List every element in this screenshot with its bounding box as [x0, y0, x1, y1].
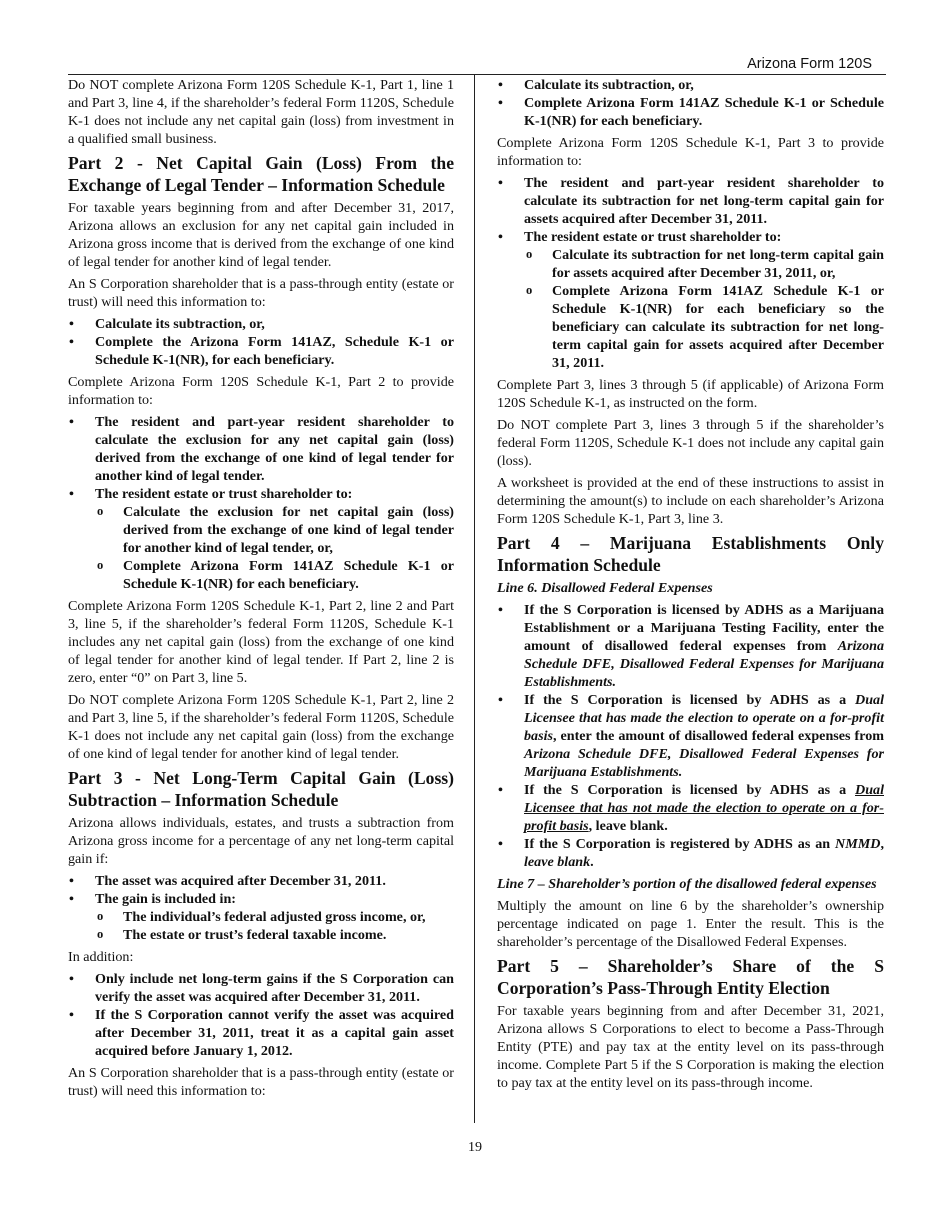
paragraph: Do NOT complete Arizona Form 120S Schedule K-1, Part 2, line 2 and Part 3, line 5, if the shareholder’s federal Form 1120S, Schedule K-1 does not include any net capital gain (loss) from the exchange of one kind of legal tender for another kind of legal tender.: [68, 692, 454, 762]
list-item: [68, 485, 454, 593]
list-item-text: The resident estate or trust shareholder to:: [95, 486, 353, 502]
sub-list-item: o Complete Arizona Form 141AZ Schedule K-1 or Schedule K-1(NR) for each beneficiary.: [95, 557, 454, 593]
paragraph: A worksheet is provided at the end of these instructions to assist in determining the amount(s) to include on each shareholder’s Arizona Form 120S Schedule K-1, Part 3, line 3.: [497, 475, 884, 527]
leave-blank-text: leave blank: [524, 854, 591, 870]
paragraph: In addition:: [68, 949, 134, 965]
sub-list: [95, 908, 454, 944]
leave-blank-text: , leave blank: [588, 818, 665, 834]
page-header: [68, 56, 886, 75]
paragraph: Complete Arizona Form 120S Schedule K-1, Part 3 to provide information to:: [497, 135, 884, 169]
list-item: • Complete Arizona Form 141AZ Schedule K-1 or Schedule K-1(NR) for each beneficiary.: [497, 94, 884, 130]
sub-list-item: o The individual’s federal adjusted gross income, or,: [95, 908, 454, 926]
bullet-list: [68, 315, 454, 369]
list-item: • If the S Corporation cannot verify the asset was acquired after December 31, 2011, treat it as a capital gain asset acquired before January 1, 2012.: [68, 1006, 454, 1060]
column-divider: [474, 75, 475, 1123]
paragraph: Complete Arizona Form 120S Schedule K-1, Part 2, line 2 and Part 3, line 5, if the shareholder’s federal Form 1120S, Schedule K-1 includes any net capital gain (loss) from the exchange of one kind of legal tender for another kind of legal tender. If Part 2, line 2 is zero, enter “0” on Part 3, line 5.: [68, 598, 454, 686]
heading-part-4: Part 4 – Marijuana Establishments Only Information Schedule: [497, 533, 884, 575]
list-item: [497, 781, 884, 835]
bullet-list: [497, 76, 884, 130]
sub-list-item: o Complete Arizona Form 141AZ Schedule K-1 or Schedule K-1(NR) for each beneficiary so the beneficiary can calculate its subtraction for net long-term capital gain for assets acquired after December 31, 2011.: [524, 282, 884, 372]
list-item: • The resident and part-year resident shareholder to calculate the exclusion for any net capital gain (loss) derived from the exchange of one kind of legal tender for another kind of legal tender.: [68, 413, 454, 485]
paragraph: Arizona allows individuals, estates, and trusts a subtraction from Arizona gross income for a percentage of any net long-term capital gain if:: [68, 815, 454, 867]
paragraph: Complete Part 3, lines 3 through 5 (if applicable) of Arizona Form 120S Schedule K-1, as instructed on the form.: [497, 377, 884, 411]
sub-list-item: o Calculate the exclusion for net capital gain (loss) derived from the exchange of one kind of legal tender for another kind of legal tender, or,: [95, 503, 454, 557]
bullet-list: [68, 970, 454, 1060]
list-item: • Calculate its subtraction, or,: [68, 315, 454, 333]
bullet-list: [68, 872, 454, 944]
heading-part-3: Part 3 - Net Long-Term Capital Gain (Loss) Subtraction – Information Schedule: [68, 768, 454, 810]
list-item: [497, 691, 884, 781]
paragraph: For taxable years beginning from and after December 31, 2021, Arizona allows S Corporations to elect to become a Pass-Through Entity (PTE) and pay tax at the entity level on its pass-through income. Complete Part 5 if the S Corporation is making the election to pay tax at the entity level on its pass-through income.: [497, 1003, 884, 1091]
list-item-text: The gain is included in:: [95, 891, 236, 907]
paragraph: Complete Arizona Form 120S Schedule K-1, Part 2 to provide information to:: [68, 374, 454, 408]
paragraph: An S Corporation shareholder that is a pass-through entity (estate or trust) will need this information to:: [68, 1065, 454, 1099]
text-run: .: [664, 818, 668, 834]
dual-licensee-for-profit: Dual Licensee that has made the election to operate on a for-profit basis: [524, 692, 884, 744]
paragraph: For taxable years beginning from and after December 31, 2017, Arizona allows an exclusion for any net capital gain included in Arizona gross income that is derived from the exchange of one kind of legal tender for another kind of legal tender.: [68, 200, 454, 270]
list-item: • Only include net long-term gains if the S Corporation can verify the asset was acquired after December 31, 2011.: [68, 970, 454, 1006]
text-run: .: [590, 854, 594, 870]
list-item: [497, 835, 884, 871]
list-item: • The asset was acquired after December 31, 2011.: [68, 872, 454, 890]
dual-licensee-not-for-profit: Dual Licensee that has not made the election to operate on a for-profit basis: [524, 782, 884, 834]
sub-list: [524, 246, 884, 372]
schedule-dfe-reference: Arizona Schedule DFE, Disallowed Federal Expenses for Marijuana Establishments.: [524, 746, 884, 780]
bullet-list: [497, 174, 884, 372]
list-item: [497, 601, 884, 691]
form-title: Arizona Form 120S: [747, 56, 872, 72]
paragraph: Do NOT complete Part 3, lines 3 through 5 if the shareholder’s federal Form 1120S, Schedule K-1 does not include any capital gain (loss).: [497, 417, 884, 469]
bullet-list: [497, 601, 884, 871]
list-item-text: The resident estate or trust shareholder to:: [524, 229, 782, 245]
paragraph: An S Corporation shareholder that is a pass-through entity (estate or trust) will need this information to:: [68, 276, 454, 310]
bullet-list: [68, 413, 454, 593]
text-run: If the S Corporation is licensed by ADHS as a: [524, 692, 856, 708]
text-run: , enter the amount of disallowed federal expenses from: [552, 728, 884, 744]
sub-list-item: o Calculate its subtraction for net long-term capital gain for assets acquired after December 31, 2011, or,: [524, 246, 884, 282]
list-item: • Complete the Arizona Form 141AZ, Schedule K-1 or Schedule K-1(NR), for each beneficiary.: [68, 333, 454, 369]
text-run: ,: [880, 836, 884, 852]
schedule-dfe-reference: Arizona Schedule DFE, Disallowed Federal Expenses for Marijuana Establishments.: [524, 638, 884, 690]
right-column: [497, 76, 884, 1096]
list-item: [68, 890, 454, 944]
paragraph: Multiply the amount on line 6 by the shareholder’s ownership percentage indicated on page 1. Enter the result. This is the shareholder’s percentage of the Disallowed Federal Expenses.: [497, 898, 884, 950]
heading-part-2: Part 2 - Net Capital Gain (Loss) From the Exchange of Legal Tender – Information Schedule: [68, 153, 454, 195]
sub-list-item: o The estate or trust’s federal taxable income.: [95, 926, 454, 944]
list-item: • The resident and part-year resident shareholder to calculate its subtraction for net long-term capital gain for assets acquired after December 31, 2011.: [497, 174, 884, 228]
left-column: [68, 76, 454, 1104]
text-run: If the S Corporation is licensed by ADHS as a Marijuana Establishment or a Marijuana Testing Facility, enter the amount of disallowed federal expenses from: [524, 602, 884, 654]
text-run: If the S Corporation is registered by ADHS as an: [524, 836, 836, 852]
heading-part-5: Part 5 – Shareholder’s Share of the S Corporation’s Pass-Through Entity Election: [497, 956, 884, 998]
sub-list: [95, 503, 454, 593]
page-number: 19: [467, 1139, 483, 1155]
list-item: • Calculate its subtraction, or,: [497, 76, 884, 94]
list-item: [497, 228, 884, 372]
paragraph: Do NOT complete Arizona Form 120S Schedule K-1, Part 1, line 1 and Part 3, line 4, if the shareholder’s federal Form 1120S, Schedule K-1 does not include any net capital gain (loss) from investment in a qualified small business.: [68, 77, 454, 147]
line-6-heading: Line 6. Disallowed Federal Expenses: [497, 580, 713, 596]
text-run: If the S Corporation is licensed by ADHS as a: [524, 782, 856, 798]
nmmd-text: NMMD: [835, 836, 881, 852]
line-7-heading: Line 7 – Shareholder’s portion of the disallowed federal expenses: [497, 876, 877, 892]
